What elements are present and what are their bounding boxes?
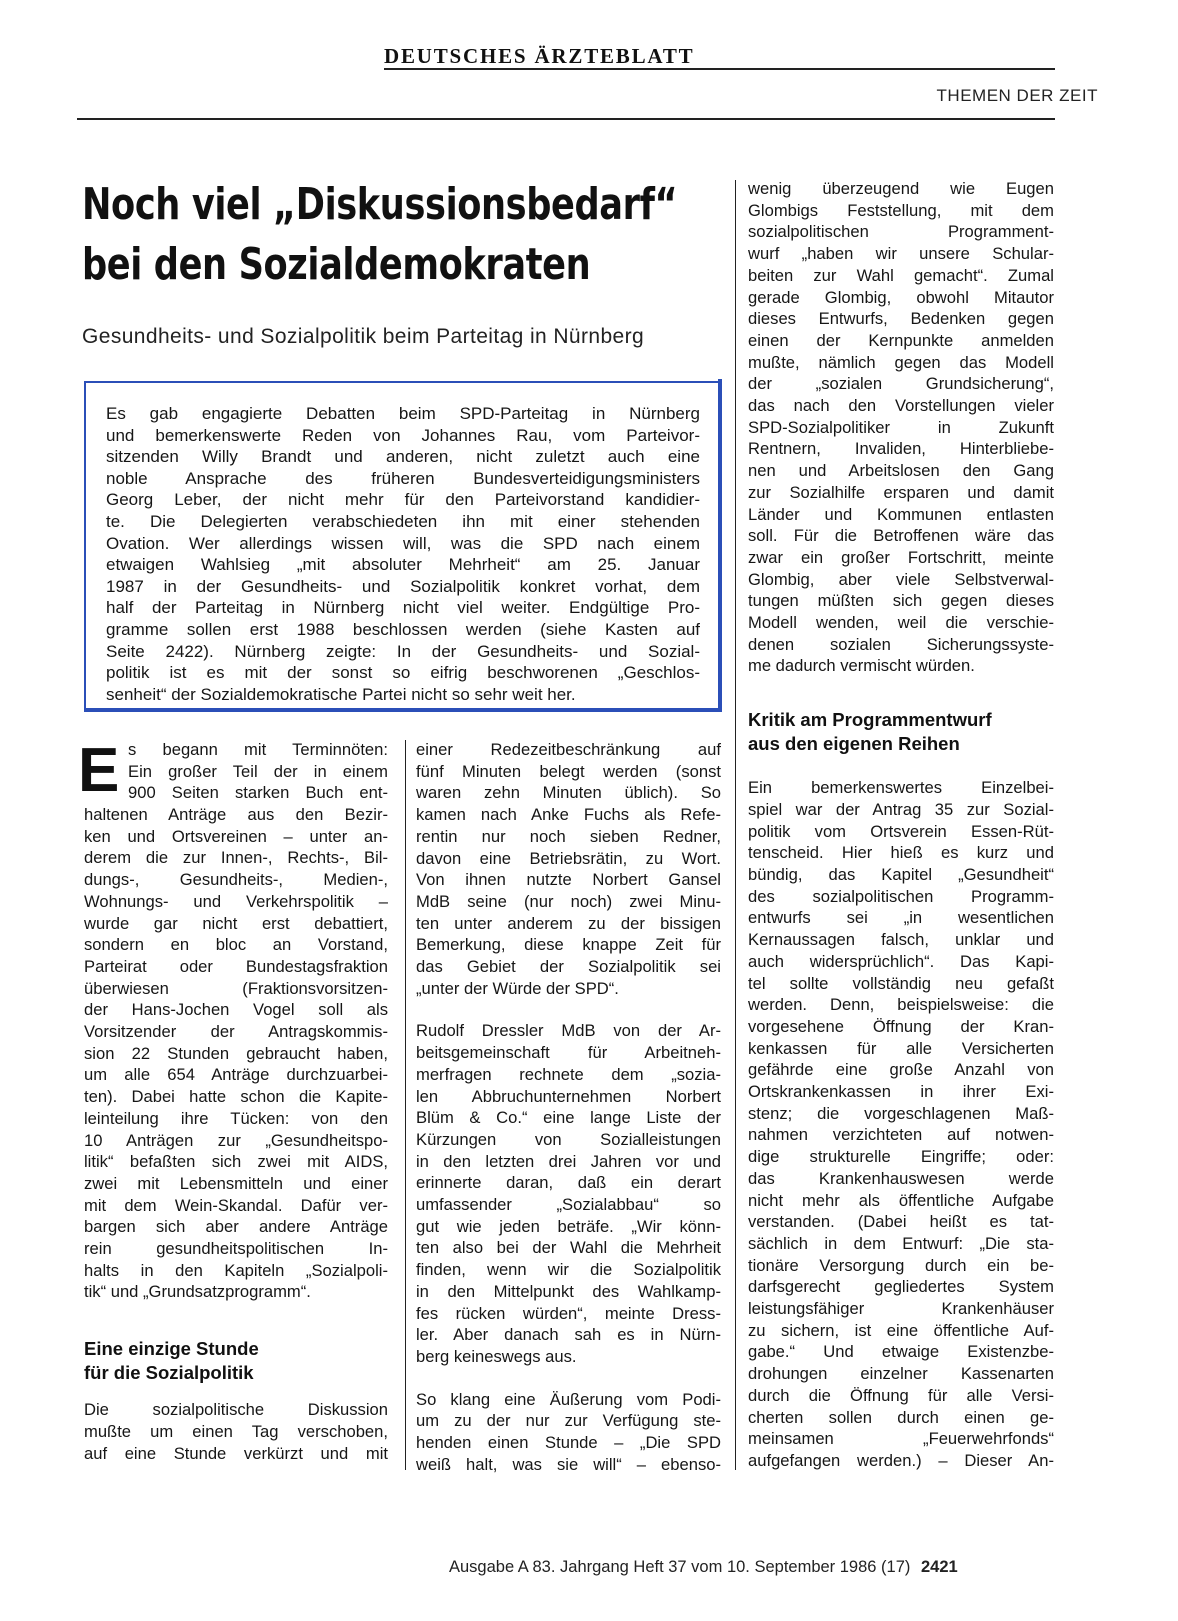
abstract-box-shadow [84, 708, 722, 712]
text-line: 1987 in der Gesundheits- und Sozialpolitik konkret vorhat, dem [106, 576, 700, 596]
text-line: zwei mit Lebensmitteln und einer [84, 1173, 388, 1193]
text-line: litik“ befaßten sich zwei mit AIDS, [84, 1152, 388, 1172]
paragraph [748, 777, 1054, 1472]
text-line: nicht mehr als öffentliche Aufgabe [748, 1190, 1054, 1210]
text-line: Glombigs Feststellung, mit dem [748, 200, 1054, 220]
text-line: Ein großer Teil der in einem [128, 761, 388, 781]
text-line: Kürzungen von Sozialleistungen [416, 1129, 721, 1149]
text-line: meinsamen „Feuerwehrfonds“ [748, 1429, 1054, 1449]
drop-cap: E [78, 736, 120, 805]
text-line: tungen müßten sich gegen dieses [748, 591, 1054, 611]
text-line: werden. Denn, beispielsweise: die [748, 995, 1054, 1015]
text-line: finden, wenn wir die Sozialpolitik [416, 1260, 721, 1280]
text-line: SPD-Sozialpolitiker in Zukunft [748, 417, 1054, 437]
text-line: weiß halt, was sie will“ – ebenso- [416, 1454, 721, 1474]
text-line: noble Ansprache des früheren Bundesverteidigungsministers [106, 468, 700, 488]
text-line: Ein bemerkenswertes Einzelbei- [748, 778, 1054, 798]
text-line: darfsgerecht gegliedertes System [748, 1277, 1054, 1297]
text-line: vorgesehene Öffnung der Kran- [748, 1016, 1054, 1036]
text-line: wenig überzeugend wie Eugen [748, 179, 1054, 198]
text-line: haltenen Anträge aus den Bezir- [84, 805, 388, 824]
text-line: tionäre Versorgung durch ein be- [748, 1255, 1054, 1275]
text-line: bündig, das Kapitel „Gesundheit“ [748, 864, 1054, 884]
text-line: um zu der nur zur Verfügung ste- [416, 1411, 721, 1431]
text-line: politik ist es mit der sonst so eifrig beschworenen „Geschlos- [106, 663, 700, 683]
text-line: erinnerte daran, daß ein derart [416, 1173, 721, 1193]
text-line: dieses Entwurfs, Bedenken gegen [748, 309, 1054, 329]
text-line: gramme sollen erst 1988 beschlossen werden (siehe Kasten auf [106, 619, 700, 639]
text-line: entwurfs sei „in wesentlichen [748, 908, 1054, 928]
paragraph [84, 804, 388, 1303]
text-line: tel sollte vollständig neu gefaßt [748, 973, 1054, 993]
text-line: um alle 654 Anträge durchzuarbei- [84, 1065, 388, 1085]
text-line: davon eine Betriebsrätin, zu Wort. [416, 848, 721, 868]
text-line: ten unter anderem zu der bissigen [416, 913, 721, 933]
text-line: me dadurch vermischt würden. [748, 656, 975, 676]
text-line: überwiesen (Fraktionsvorsitzen- [84, 978, 388, 998]
abstract-box-shadow [718, 379, 722, 712]
text-line: bargen sich aber andere Anträge [84, 1217, 388, 1237]
text-line: ten also bei der Wahl die Mehrheit [416, 1238, 721, 1258]
text-line: Von ihnen nutzte Norbert Gansel [416, 870, 721, 890]
text-line: und bemerkenswerte Reden von Johannes Rau, vom Parteivor- [106, 425, 700, 445]
text-line: stenz; die vorgeschlagenen Maß- [748, 1103, 1054, 1123]
text-line: umfassender „Sozialabbau“ so [416, 1195, 721, 1215]
article-column-3 [748, 178, 1054, 1472]
text-line: Es gab engagierte Debatten beim SPD-Parteitag in Nürnberg [106, 404, 700, 423]
text-line: Modell wenden, weil die verschie- [748, 613, 1054, 633]
text-line: halts in den Kapiteln „Sozialpoli- [84, 1260, 388, 1280]
text-line: half der Parteitag in Nürnberg nicht viel weiter. Endgültige Pro- [106, 598, 700, 618]
text-line: auch widersprüchlich“. Das Kapi- [748, 951, 1054, 971]
paragraph [416, 1389, 721, 1476]
text-line: gefährde eine große Anzahl von [748, 1060, 1054, 1080]
text-line: Ortskrankenkassen in ihrer Exi- [748, 1082, 1054, 1102]
text-line: rentin nur noch sieben Redner, [416, 826, 721, 846]
text-line: fes rücken würden“, meinte Dress- [416, 1303, 721, 1323]
text-line: in den letzten drei Jahren vor und [416, 1151, 721, 1171]
text-line: kenkassen für alle Versicherten [748, 1038, 1054, 1058]
text-line: 10 Anträgen zur „Gesundheitspo- [84, 1130, 388, 1150]
article-title [82, 175, 678, 295]
page-footer [449, 1558, 958, 1577]
text-line: durch die Öffnung für alle Versi- [748, 1385, 1054, 1405]
text-line: drohungen einzelner Kassenarten [748, 1364, 1054, 1384]
text-line: gerade Glombig, obwohl Mitautor [748, 287, 1054, 307]
text-line: Ovation. Wer allerdings wissen will, was die SPD nach einem [106, 533, 700, 553]
text-line: des sozialpolitischen Programm- [748, 886, 1054, 906]
text-line: etwaigen Wahlsieg „mit absoluter Mehrheit“ am 25. Januar [106, 555, 700, 575]
page-number: 2421 [920, 1558, 958, 1576]
text-line: leistungsfähiger Krankenhäuser [748, 1299, 1054, 1319]
text-line: das nach den Vorstellungen vieler [748, 396, 1054, 416]
masthead-rule [384, 68, 1055, 70]
text-line: tenscheid. Hier hieß es kurz und [748, 843, 1054, 863]
text-line: mit dem Wein-Skandal. Dafür ver- [84, 1195, 388, 1215]
text-line: wurf „haben wir unsere Schular- [748, 244, 1054, 264]
paragraph [416, 1020, 721, 1367]
text-line: beiten zur Wahl gemacht“. Zumal [748, 265, 1054, 285]
text-line: Georg Leber, der nicht mehr für den Parteivorstand kandidier- [106, 490, 700, 510]
text-line: Vorsitzender der Antragskommis- [84, 1022, 388, 1042]
text-line: zur Sozialhilfe ersparen und damit [748, 482, 1054, 502]
journal-masthead: DEUTSCHES ÄRZTEBLATT [384, 44, 695, 68]
column-divider [735, 180, 736, 1470]
subheading: Eine einzige Stunde für die Sozialpolitik [84, 1338, 259, 1384]
text-line: verstanden. (Dabei heißt es tat- [748, 1212, 1054, 1232]
text-line: derem die zur Innen-, Rechts-, Bil- [84, 848, 388, 868]
abstract-text [106, 403, 700, 705]
text-line: senheit“ der Sozialdemokratische Partei nicht so sehr weit her. [106, 684, 576, 704]
text-line: soll. Für die Betroffenen wäre das [748, 526, 1054, 546]
text-line: tik“ und „Grundsatzprogramm“. [84, 1282, 311, 1302]
text-line: ken und Ortsvereinen – unter an- [84, 826, 388, 846]
text-line: wurde gar nicht erst debattiert, [84, 913, 388, 933]
text-line: Rentnern, Invaliden, Hinterbliebe- [748, 439, 1054, 459]
article-subtitle: Gesundheits- und Sozialpolitik beim Parteitag in Nürnberg [82, 325, 645, 348]
intro-lines [128, 739, 388, 804]
text-line: Kernaussagen falsch, unklar und [748, 930, 1054, 950]
article-column-2 [416, 739, 721, 1476]
text-line: gabe.“ Und etwaige Existenzbe- [748, 1342, 1054, 1362]
text-line: Glombig, aber viele Selbstverwal- [748, 569, 1054, 589]
text-line: leinteilung ihre Tücken: von den [84, 1108, 388, 1128]
text-line: Bemerkung, diese knappe Zeit für [416, 935, 721, 955]
text-line: sion 22 Stunden gebraucht haben, [84, 1043, 388, 1063]
text-line: der „sozialen Grundsicherung“, [748, 374, 1054, 394]
text-line: dige strukturelle Eingriffe; oder: [748, 1147, 1054, 1167]
text-line: MdB seine (nur noch) zwei Minu- [416, 891, 721, 911]
text-line: waren zehn Minuten üblich). So [416, 783, 721, 803]
text-line: 900 Seiten starken Buch ent- [128, 783, 388, 803]
text-line: zu sichern, ist eine öffentliche Auf- [748, 1320, 1054, 1340]
text-line: Blüm & Co.“ eine lange Liste der [416, 1108, 721, 1128]
text-line: sondern en bloc an Vorstand, [84, 935, 388, 955]
paragraph [416, 739, 721, 999]
text-line: einer Redezeitbeschränkung auf [416, 740, 721, 759]
text-line: Parteirat oder Bundestagsfraktion [84, 956, 388, 976]
text-line: mußte, nämlich gegen das Modell [748, 352, 1054, 372]
text-line: sozialpolitischen Programment- [748, 222, 1054, 242]
text-line: Länder und Kommunen entlasten [748, 504, 1054, 524]
text-line: te. Die Delegierten verabschiedeten ihn mit einer stehenden [106, 511, 700, 531]
text-line: das Gebiet der Sozialpolitik sei [416, 957, 721, 977]
article-column-1-body [84, 804, 388, 1464]
header-rule [77, 118, 1055, 120]
text-line: ten). Dabei hatte schon die Kapite- [84, 1087, 388, 1107]
text-line: sitzenden Willy Brandt und anderen, nicht zuletzt auch eine [106, 447, 700, 467]
text-line: auf eine Stunde verkürzt und mit [84, 1443, 388, 1463]
text-line: der Hans-Jochen Vogel soll als [84, 1000, 388, 1020]
text-line: Rudolf Dressler MdB von der Ar- [416, 1021, 721, 1041]
column-divider [405, 740, 406, 1470]
issue-info: Ausgabe A 83. Jahrgang Heft 37 vom 10. September 1986 (17) [449, 1558, 911, 1576]
text-line: spiel war der Antrag 35 zur Sozial- [748, 799, 1054, 819]
text-line: kamen nach Anke Fuchs als Refe- [416, 805, 721, 825]
text-line: nahmen verzichteten auf notwen- [748, 1125, 1054, 1145]
text-line: henden einen Stunde – „Die SPD [416, 1433, 721, 1453]
text-line: dungs-, Gesundheits-, Medien-, [84, 870, 388, 890]
text-line: zwar ein großer Fortschritt, meinte [748, 547, 1054, 567]
subheading: Kritik am Programmentwurf aus den eigenen Reihen [748, 709, 992, 755]
text-line: rein gesundheitspolitischen In- [84, 1239, 388, 1259]
article-column-1 [128, 739, 388, 804]
text-line: nen und Arbeitslosen den Gang [748, 461, 1054, 481]
text-line: „unter der Würde der SPD“. [416, 978, 619, 998]
text-line: das Krankenhauswesen werde [748, 1168, 1054, 1188]
text-line: beitsgemeinschaft für Arbeitneh- [416, 1043, 721, 1063]
text-line: sächlich in dem Entwurf: „Die sta- [748, 1233, 1054, 1253]
text-line: cherten sollen durch einen ge- [748, 1407, 1054, 1427]
text-line: berg keineswegs aus. [416, 1346, 577, 1366]
text-line: Wohnungs- und Verkehrspolitik – [84, 891, 388, 911]
text-line: politik vom Ortsverein Essen-Rüt- [748, 821, 1054, 841]
text-line: gut wie jeden beträfe. „Wir könn- [416, 1216, 721, 1236]
text-line: in den Mittelpunkt des Wahlkamp- [416, 1281, 721, 1301]
title-line: bei den Sozialdemokraten [82, 239, 591, 290]
text-line: s begann mit Terminnöten: [128, 740, 388, 759]
text-line: So klang eine Äußerung vom Podi- [416, 1389, 721, 1409]
text-line: ler. Aber danach sah es in Nürn- [416, 1325, 721, 1345]
text-line: fünf Minuten belegt werden (sonst [416, 761, 721, 781]
text-line: aufgefangen werden.) – Dieser An- [748, 1450, 1054, 1470]
text-line: denen sozialen Sicherungssyste- [748, 634, 1054, 654]
text-line: len Abbruchunternehmen Norbert [416, 1086, 721, 1106]
text-line: Seite 2422). Nürnberg zeigte: In der Gesundheits- und Sozial- [106, 641, 700, 661]
text-line: merfragen rechnete dem „sozia- [416, 1064, 721, 1084]
text-line: einen der Kernpunkte anmelden [748, 330, 1054, 350]
paragraph [748, 178, 1054, 677]
paragraph [84, 1399, 388, 1464]
text-line: Die sozialpolitische Diskussion [84, 1400, 388, 1420]
title-line: Noch viel „Diskussionsbedarf“ [82, 179, 678, 230]
text-line: mußte um einen Tag verschoben, [84, 1421, 388, 1441]
section-label: THEMEN DER ZEIT [936, 86, 1098, 105]
